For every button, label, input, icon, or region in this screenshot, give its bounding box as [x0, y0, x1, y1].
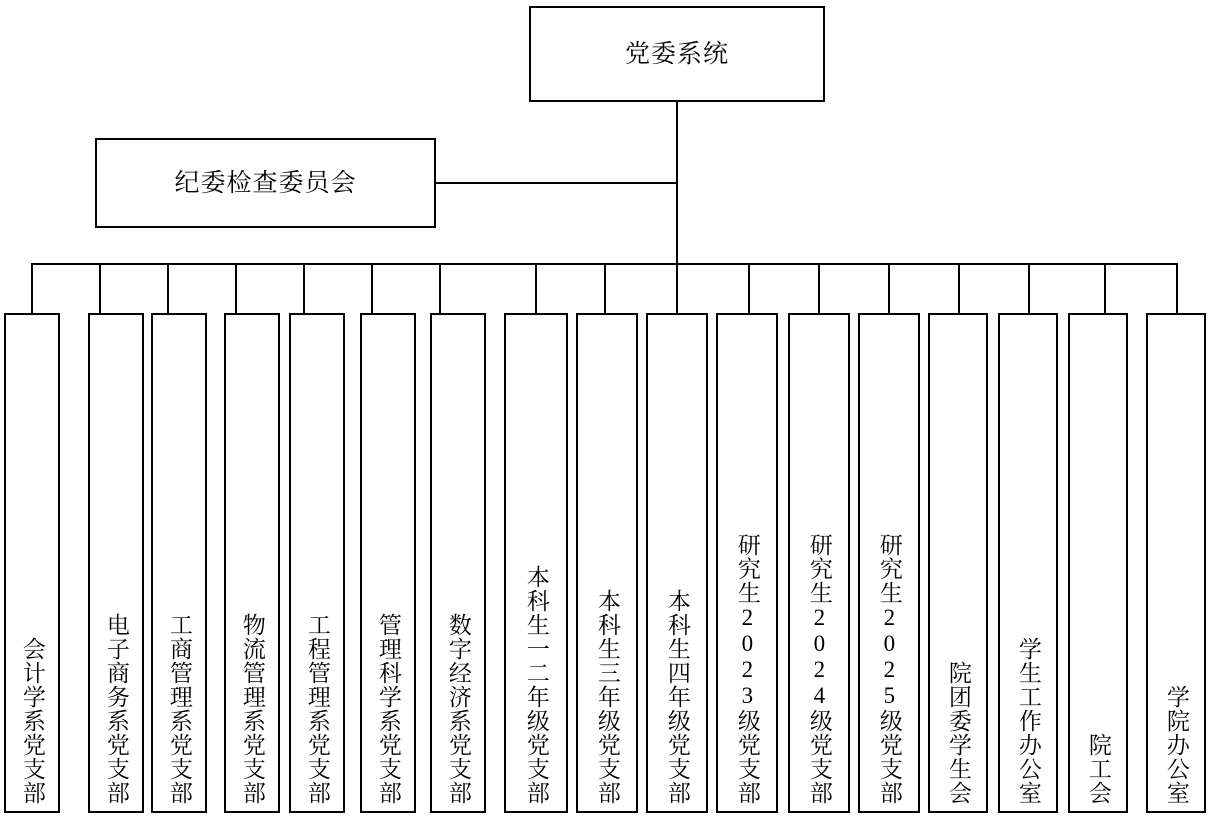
connector-drop-16 [1104, 263, 1106, 313]
connector-drop-4 [235, 263, 237, 313]
connector-drop-12 [818, 263, 820, 313]
connector-drop-5 [303, 263, 305, 313]
connector-drop-13 [888, 263, 890, 313]
node-label: 研究生2023级党支部 [734, 533, 760, 805]
connector-drop-3 [167, 263, 169, 313]
node-label: 纪委检查委员会 [174, 169, 357, 197]
node-label: 院团委学生会 [945, 661, 971, 805]
node-label: 学生工作办公室 [1015, 637, 1041, 805]
node-management-science-dept-branch [360, 313, 416, 813]
node-engineering-mgmt-dept-branch [289, 313, 345, 813]
node-digital-economy-dept-branch [430, 313, 486, 813]
node-logistics-dept-branch [224, 313, 280, 813]
node-grad-2023-branch [716, 313, 778, 813]
node-label: 本科生四年级党支部 [664, 589, 690, 805]
connector-drop-15 [1028, 263, 1030, 313]
node-college-office [1146, 313, 1206, 813]
connector-drop-1 [31, 263, 33, 313]
connector-drop-17 [1176, 263, 1178, 313]
connector-drop-9 [604, 263, 606, 313]
node-undergrad-year3-branch [576, 313, 638, 813]
connector-drop-6 [371, 263, 373, 313]
connector-drop-14 [958, 263, 960, 313]
connector-drop-10 [676, 263, 678, 313]
node-label: 本科生三年级党支部 [594, 589, 620, 805]
node-label: 工商管理系党支部 [166, 613, 192, 805]
node-grad-2025-branch [858, 313, 920, 813]
node-discipline-inspection-committee [95, 138, 436, 228]
node-undergrad-year4-branch [646, 313, 708, 813]
node-college-labor-union [1068, 313, 1128, 813]
node-label: 物流管理系党支部 [239, 613, 265, 805]
node-business-admin-dept-branch [151, 313, 207, 813]
node-student-affairs-office [998, 313, 1058, 813]
node-label: 党委系统 [624, 40, 729, 68]
node-label: 数字经济系党支部 [445, 613, 471, 805]
node-label: 研究生2025级党支部 [876, 533, 902, 805]
node-label: 管理科学系党支部 [375, 613, 401, 805]
node-label: 工程管理系党支部 [304, 613, 330, 805]
node-label: 会计学系党支部 [19, 637, 45, 805]
node-accounting-dept-branch [4, 313, 60, 813]
node-undergrad-year12-branch [504, 313, 568, 813]
connector-drop-8 [535, 263, 537, 313]
connector-drop-11 [748, 263, 750, 313]
node-label: 院工会 [1085, 733, 1111, 805]
node-label: 电子商务系党支部 [103, 613, 129, 805]
node-party-committee-system [529, 6, 825, 102]
node-label: 研究生2024级党支部 [806, 533, 832, 805]
connector-discipline-horizontal [436, 182, 677, 184]
connector-drop-7 [439, 263, 441, 313]
node-ecommerce-dept-branch [88, 313, 144, 813]
node-label: 本科生一二年级党支部 [523, 565, 549, 805]
node-label: 学院办公室 [1163, 685, 1189, 805]
node-youth-league-student-union [928, 313, 988, 813]
node-grad-2024-branch [788, 313, 850, 813]
connector-drop-2 [99, 263, 101, 313]
